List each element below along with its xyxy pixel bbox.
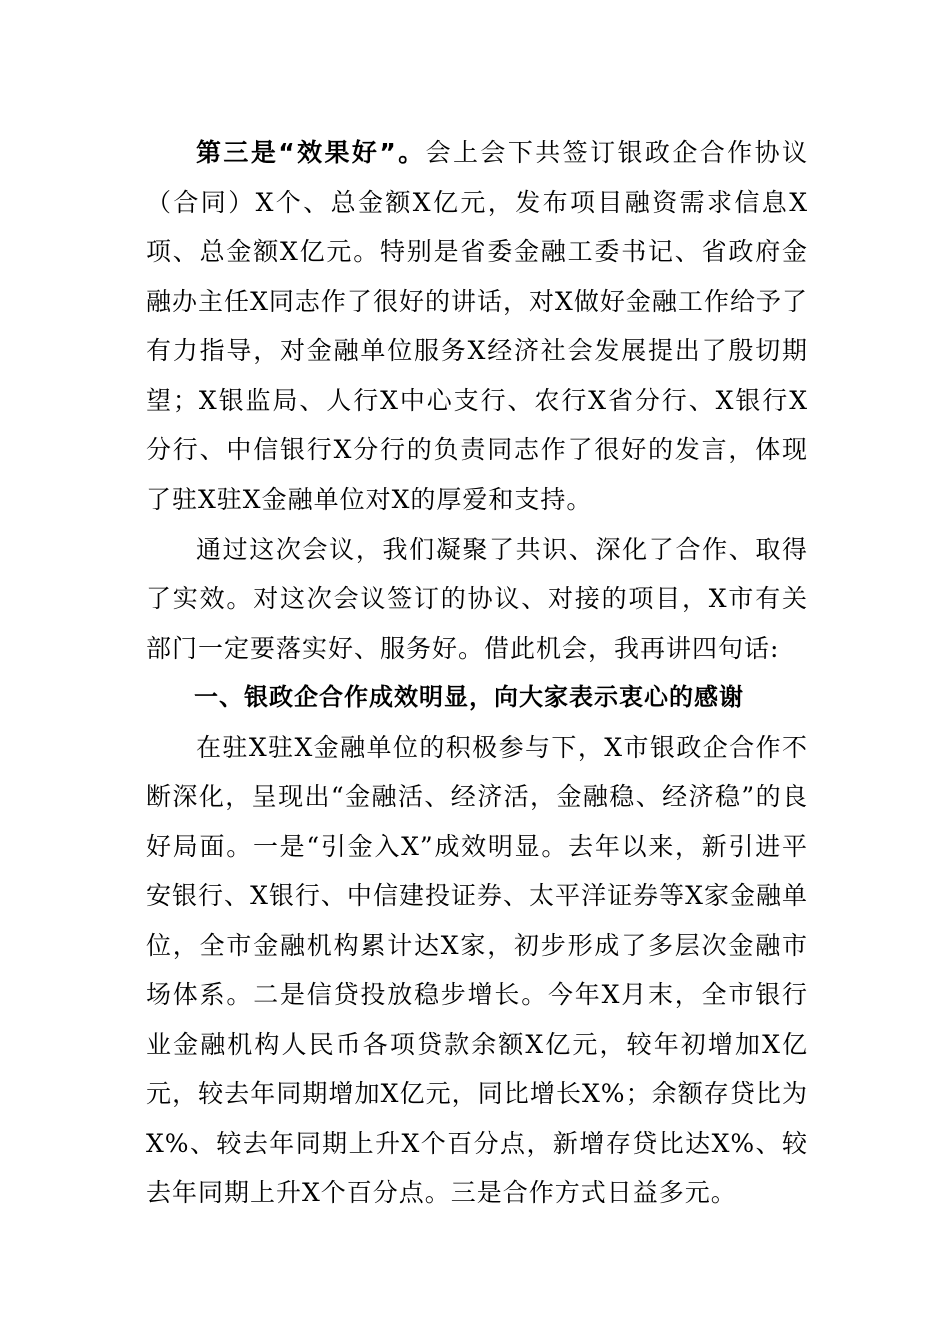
document-body — [146, 128, 808, 1218]
section-heading-1: 一、银政企合作成效明显，向大家表示衷心的感谢 — [194, 683, 744, 711]
paragraph-lead-text: 第三是“效果好”。 — [196, 138, 426, 167]
paragraph-effect-good — [146, 128, 808, 524]
paragraph-body-text: 会上会下共签订银政企合作协议（合同）X个、总金额X亿元，发布项目融资需求信息X项、总金额X亿元。特别是省委金融工委书记、省政府金融办主任X同志作了很好的讲话，对X做好金融工作给予了有力指导，对金融单位服务X经济社会发展提出了殷切期望；X银监局、人行X中心支行、农行X省分行、X银行X分行、中信银行X分行的负责同志作了很好的发言，体现了驻X驻X金融单位对X的厚爱和支持。 — [146, 138, 808, 514]
paragraph-cooperation-results: 在驻X驻X金融单位的积极参与下，X市银政企合作不断深化，呈现出“金融活、经济活，金融稳、经济稳”的良好局面。一是“引金入X”成效明显。去年以来，新引进平安银行、X银行、中信建投证券、太平洋证券等X家金融单位，全市金融机构累计达X家，初步形成了多层次金融市场体系。二是信贷投放稳步增长。今年X月末，全市银行业金融机构人民币各项贷款余额X亿元，较年初增加X亿元，较去年同期增加X亿元，同比增长X%；余额存贷比为X%、较去年同期上升X个百分点，新增存贷比达X%、较去年同期上升X个百分点。三是合作方式日益多元。 — [146, 732, 808, 1207]
paragraph-consensus: 通过这次会议，我们凝聚了共识、深化了合作、取得了实效。对这次会议签订的协议、对接的项目，X市有关部门一定要落实好、服务好。借此机会，我再讲四句话: — [146, 534, 808, 663]
